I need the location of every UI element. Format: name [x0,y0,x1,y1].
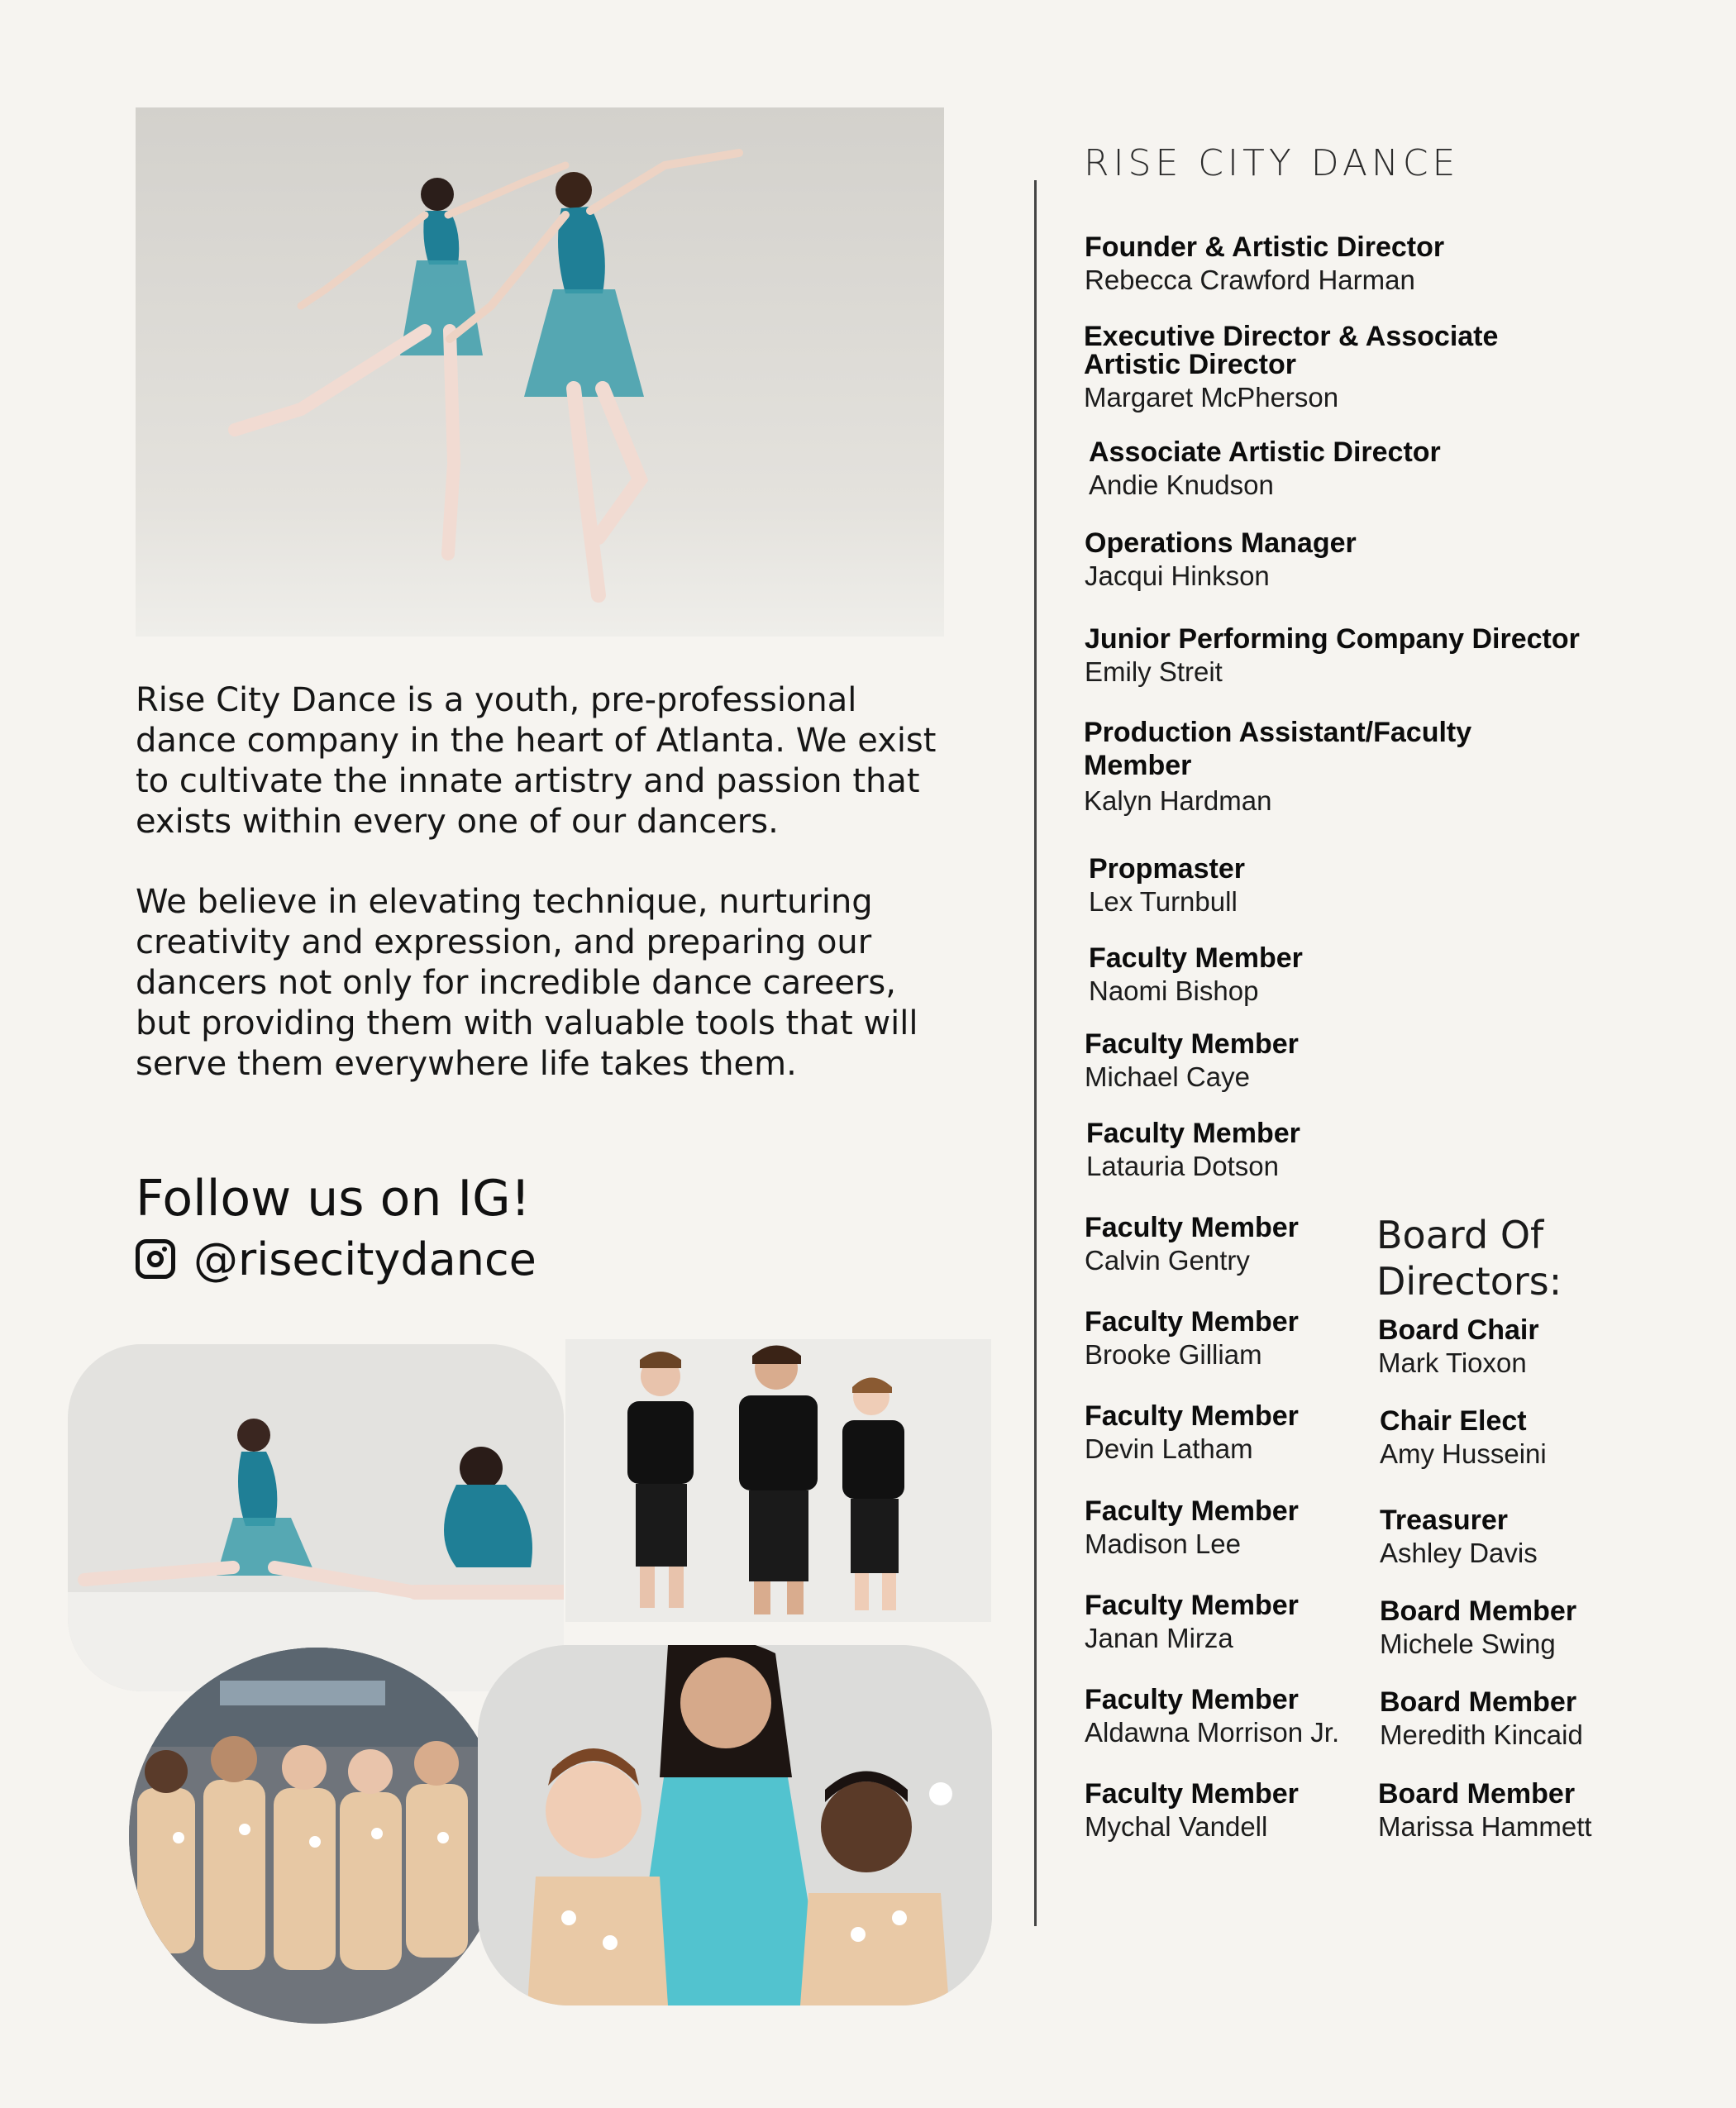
hero-photo-two-ballet-dancers [136,107,944,637]
staff-name: Margaret McPherson [1084,382,1339,413]
staff-name: Naomi Bishop [1089,975,1259,1006]
staff-entry [1085,1308,1299,1371]
intro-paragraph-1: Rise City Dance is a youth, pre-professional dance company in the heart of Atlanta. We exist to cultivate the innate artistry and passion that exists within every one of our dancers. [136,681,937,841]
staff-role: Faculty Member [1085,1590,1299,1621]
board-name: Meredith Kincaid [1380,1719,1583,1750]
board-entry [1380,1688,1583,1751]
staff-role: Faculty Member [1085,1212,1299,1243]
staff-name: Emily Streit [1085,656,1223,687]
staff-role: Faculty Member [1085,1495,1299,1527]
staff-role: Founder & Artistic Director [1085,231,1445,263]
staff-name: Janan Mirza [1085,1623,1233,1653]
photo-girls-in-costumes [478,1645,992,2005]
staff-role: Associate Artistic Director [1089,436,1441,468]
board-entry [1380,1407,1547,1470]
photo-dancers-stretching [68,1344,564,1691]
staff-entry [1089,944,1303,1007]
staff-role: Operations Manager [1085,527,1357,559]
staff-role: Executive Director & Associate Artistic Director [1084,321,1499,380]
staff-role: Junior Performing Company Director [1085,623,1580,655]
staff-role: Faculty Member [1086,1118,1300,1149]
board-role: Board Member [1378,1778,1576,1810]
staff-entry [1089,438,1441,501]
staff-entry [1084,716,1514,817]
photo-three-boy-dancers [565,1339,991,1622]
board-entry [1378,1316,1539,1379]
staff-entry [1085,1030,1299,1093]
staff-name: Andie Knudson [1089,470,1274,500]
staff-entry [1085,625,1580,688]
board-name: Amy Husseini [1380,1438,1547,1469]
staff-name: Devin Latham [1085,1433,1253,1464]
staff-entry [1085,1686,1339,1748]
board-role: Board Member [1380,1595,1577,1627]
board-entry [1380,1597,1576,1660]
staff-entry [1086,1119,1300,1182]
staff-role: Faculty Member [1085,1684,1299,1715]
staff-role: Faculty Member [1085,1306,1299,1338]
staff-entry [1085,1214,1299,1276]
photo-young-dancers-group [129,1648,505,2024]
board-title [1376,1212,1591,1304]
column-divider [1034,180,1037,1926]
staff-name: Aldawna Morrison Jr. [1085,1717,1340,1748]
staff-name: Jacqui Hinkson [1085,560,1270,591]
intro-paragraph-2: We believe in elevating technique, nurturing creativity and expression, and preparing our dancers not only for incredible dance careers, but providing them with valuable tools that will serve them everywhere life takes them. [136,883,918,1083]
staff-role: Faculty Member [1085,1778,1299,1810]
company-name: RISE CITY DANCE [1084,142,1460,184]
staff-entry [1085,1591,1299,1654]
board-role: Chair Elect [1380,1405,1527,1437]
staff-entry [1085,233,1444,296]
board-entry [1380,1506,1538,1569]
staff-entry [1085,1780,1299,1843]
board-role: Treasurer [1380,1505,1508,1536]
staff-name: Brooke Gilliam [1085,1339,1262,1370]
staff-entry [1089,855,1245,918]
staff-name: Lex Turnbull [1089,886,1238,917]
staff-name: Michael Caye [1085,1061,1250,1092]
staff-entry [1084,322,1547,413]
board-entry [1378,1780,1592,1843]
board-name: Michele Swing [1380,1629,1556,1659]
staff-name: Kalyn Hardman [1084,785,1272,816]
staff-name: Latauria Dotson [1086,1151,1279,1181]
instagram-icon [136,1239,175,1279]
staff-role: Production Assistant/Faculty Member [1084,717,1472,781]
board-name: Ashley Davis [1380,1538,1538,1568]
board-name: Marissa Hammett [1378,1811,1592,1842]
staff-role: Propmaster [1089,853,1245,885]
board-role: Board Chair [1378,1314,1539,1346]
follow-heading: Follow us on IG! [136,1170,531,1228]
board-role: Board Member [1380,1686,1577,1718]
staff-entry [1085,1497,1299,1560]
staff-name: Calvin Gentry [1085,1245,1250,1276]
staff-role: Faculty Member [1085,1400,1299,1432]
staff-entry [1085,529,1357,592]
staff-name: Madison Lee [1085,1529,1241,1559]
staff-role: Faculty Member [1085,1028,1299,1060]
instagram-handle[interactable]: @risecitydance [193,1233,537,1285]
staff-name: Mychal Vandell [1085,1811,1268,1842]
instagram-link[interactable] [136,1230,537,1288]
staff-role: Faculty Member [1089,942,1303,974]
board-title-text: Board Of Directors: [1376,1213,1562,1304]
board-name: Mark Tioxon [1378,1347,1527,1378]
staff-name: Rebecca Crawford Harman [1085,265,1415,295]
staff-entry [1085,1402,1299,1465]
